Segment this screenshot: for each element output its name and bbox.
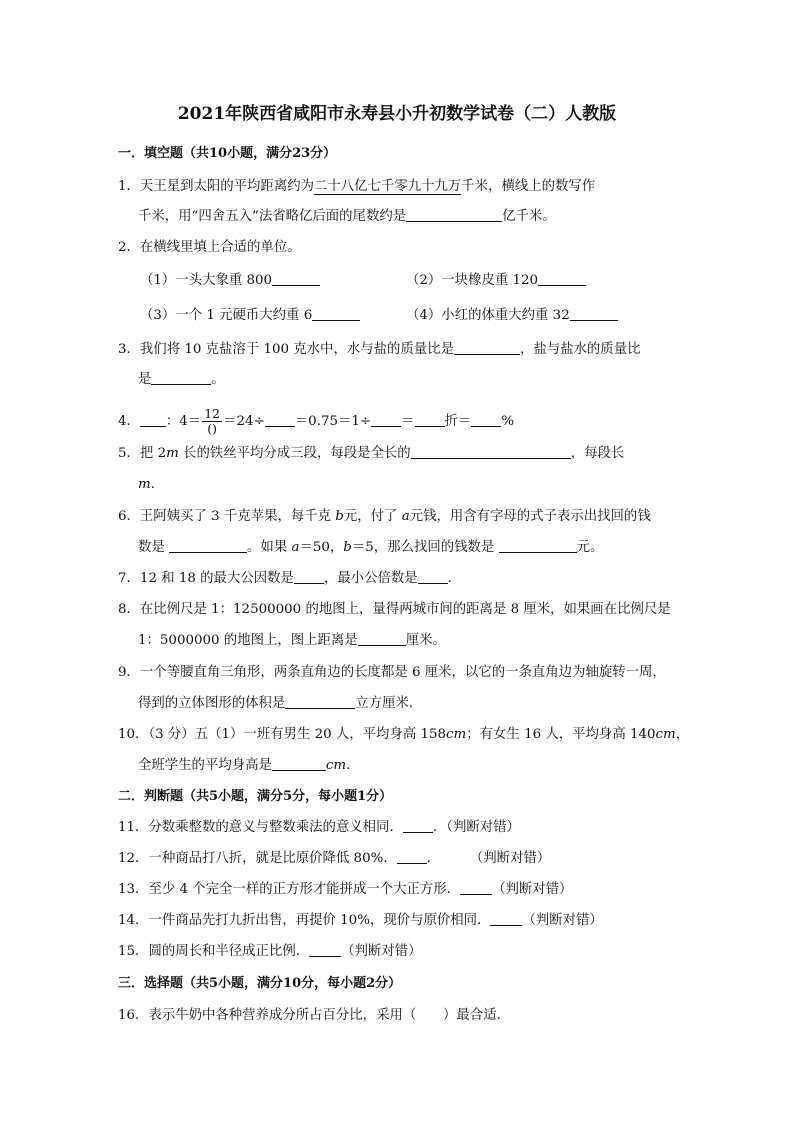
answer-blank[interactable]	[169, 538, 247, 553]
answer-blank[interactable]	[265, 412, 295, 427]
answer-blank[interactable]	[499, 538, 577, 553]
section-heading-multiple-choice: 三．选择题（共5小题，满分10分，每小题2分）	[118, 976, 402, 991]
answer-blank[interactable]	[371, 412, 401, 427]
question-15: 15．圆的周长和半径成正比例． （判断对错）	[118, 944, 422, 959]
answer-blank[interactable]	[358, 631, 406, 646]
question-6-cont: 数是 。如果 a＝50，b＝5，那么找回的钱数是 元。	[138, 540, 604, 555]
question-9-cont: 得到的立体图形的体积是 立方厘米．	[138, 696, 423, 711]
question-2-option-4: （4）小红的体重大约重 32	[406, 306, 618, 326]
section-heading-true-false: 二．判断题（共5小题，满分5分，每小题1分）	[118, 789, 393, 804]
question-number: 10．	[118, 727, 149, 742]
question-2: 2．在横线里填上合适的单位。	[118, 240, 301, 255]
question-number: 8．	[118, 602, 140, 617]
question-number: 4．	[118, 414, 140, 429]
question-1-cont: 千米，用“四舍五入”法省略亿后面的尾数约是 亿千米。	[138, 209, 556, 224]
question-2-option-3: （3）一个 1 元硬币大约重 6	[140, 306, 360, 326]
answer-blank[interactable]	[294, 569, 324, 584]
question-9: 9．一个等腰直角三角形，两条直角边的长度都是 6 厘米，以它的一条直角边为轴旋转一周，	[118, 665, 666, 680]
answer-blank[interactable]	[272, 271, 320, 286]
answer-blank[interactable]	[538, 271, 586, 286]
question-2-option-2: （2）一块橡皮重 120	[406, 271, 586, 291]
section-heading-fill-blank: 一．填空题（共10小题，满分23分）	[118, 146, 337, 161]
question-16: 16．表示牛奶中各种营养成分所占百分比，采用（ ）最合适．	[118, 1008, 510, 1023]
question-number: 14．	[118, 913, 149, 928]
answer-blank[interactable]	[415, 412, 445, 427]
question-8: 8．在比例尺是 1：12500000 的地图上，量得两城市间的距离是 8 厘米，如果画在比例尺是	[118, 602, 671, 617]
question-5: 5．把 2m 长的铁丝平均分成三段，每段是全长的 ，每段长	[118, 446, 625, 461]
fraction-denominator: ()	[207, 421, 218, 436]
fraction-numerator: 12	[204, 406, 221, 421]
answer-blank[interactable]	[151, 370, 211, 385]
answer-blank[interactable]	[312, 306, 360, 321]
question-1: 1．天王星到太阳的平均距离约为二十八亿七千零九十九万千米，横线上的数写作	[118, 179, 596, 194]
page-title: 2021年陕西省咸阳市永寿县小升初数学试卷（二）人教版	[177, 104, 617, 124]
question-number: 1．	[118, 179, 140, 194]
answer-blank[interactable]	[272, 756, 326, 771]
question-13: 13．至少 4 个完全一样的正方形才能拼成一个大正方形． （判断对错）	[118, 882, 573, 897]
question-8-cont: 1：5000000 的地图上，图上距离是 厘米。	[138, 633, 446, 648]
answer-blank[interactable]	[460, 880, 492, 895]
answer-blank[interactable]	[411, 444, 571, 459]
answer-blank[interactable]	[454, 340, 520, 355]
answer-blank[interactable]	[570, 306, 618, 321]
question-6: 6．王阿姨买了 3 千克苹果，每千克 b元，付了 a元钱，用含有字母的式子表示出找回的钱	[118, 509, 651, 524]
answer-blank[interactable]	[397, 849, 427, 864]
question-number: 12．	[118, 851, 149, 866]
answer-blank[interactable]	[403, 818, 433, 833]
answer-blank[interactable]	[140, 412, 166, 427]
answer-blank[interactable]	[490, 911, 522, 926]
answer-blank[interactable]	[309, 942, 341, 957]
question-12: 12．一种商品打八折，就是比原价降低 80%． ． （判断对错）	[118, 851, 551, 866]
question-number: 6．	[118, 509, 140, 524]
question-5-cont: m．	[138, 477, 165, 492]
question-14: 14．一件商品先打九折出售，再提价 10%，现价与原价相同． （判断对错）	[118, 913, 603, 928]
question-10: 10．（3 分）五（1）一班有男生 20 人，平均身高 158cm；有女生 16 人，平均身高 140cm，	[118, 727, 690, 742]
question-number: 11．	[118, 820, 149, 835]
question-number: 2．	[118, 240, 140, 255]
question-number: 13．	[118, 882, 149, 897]
question-3-cont: 是 。	[138, 372, 225, 387]
question-4: 4． ：4＝ $\frac{12}{()}$ ＝24÷ ＝0.75＝1÷ ＝ 折＝ %	[118, 406, 515, 436]
question-number: 7．	[118, 571, 140, 586]
answer-blank[interactable]	[285, 694, 355, 709]
question-10-cont: 全班学生的平均身高是 cm．	[138, 758, 360, 773]
answer-blank[interactable]	[418, 569, 448, 584]
question-3: 3．我们将 10 克盐溶于 100 克水中，水与盐的质量比是 ，盐与盐水的质量比	[118, 342, 641, 357]
question-number: 5．	[118, 446, 140, 461]
question-7: 7．12 和 18 的最大公因数是 ，最小公倍数是 ．	[118, 571, 462, 586]
underlined-number-words: 二十八亿七千零九十九万	[314, 179, 462, 194]
question-number: 3．	[118, 342, 140, 357]
question-number: 9．	[118, 665, 140, 680]
question-number: 16．	[118, 1008, 149, 1023]
answer-blank[interactable]	[406, 207, 502, 222]
question-11: 11．分数乘整数的意义与整数乘法的意义相同． ．（判断对错）	[118, 820, 520, 835]
fraction	[202, 407, 222, 436]
answer-blank[interactable]	[471, 412, 501, 427]
question-number: 15．	[118, 944, 149, 959]
question-2-option-1: （1）一头大象重 800	[140, 271, 320, 291]
